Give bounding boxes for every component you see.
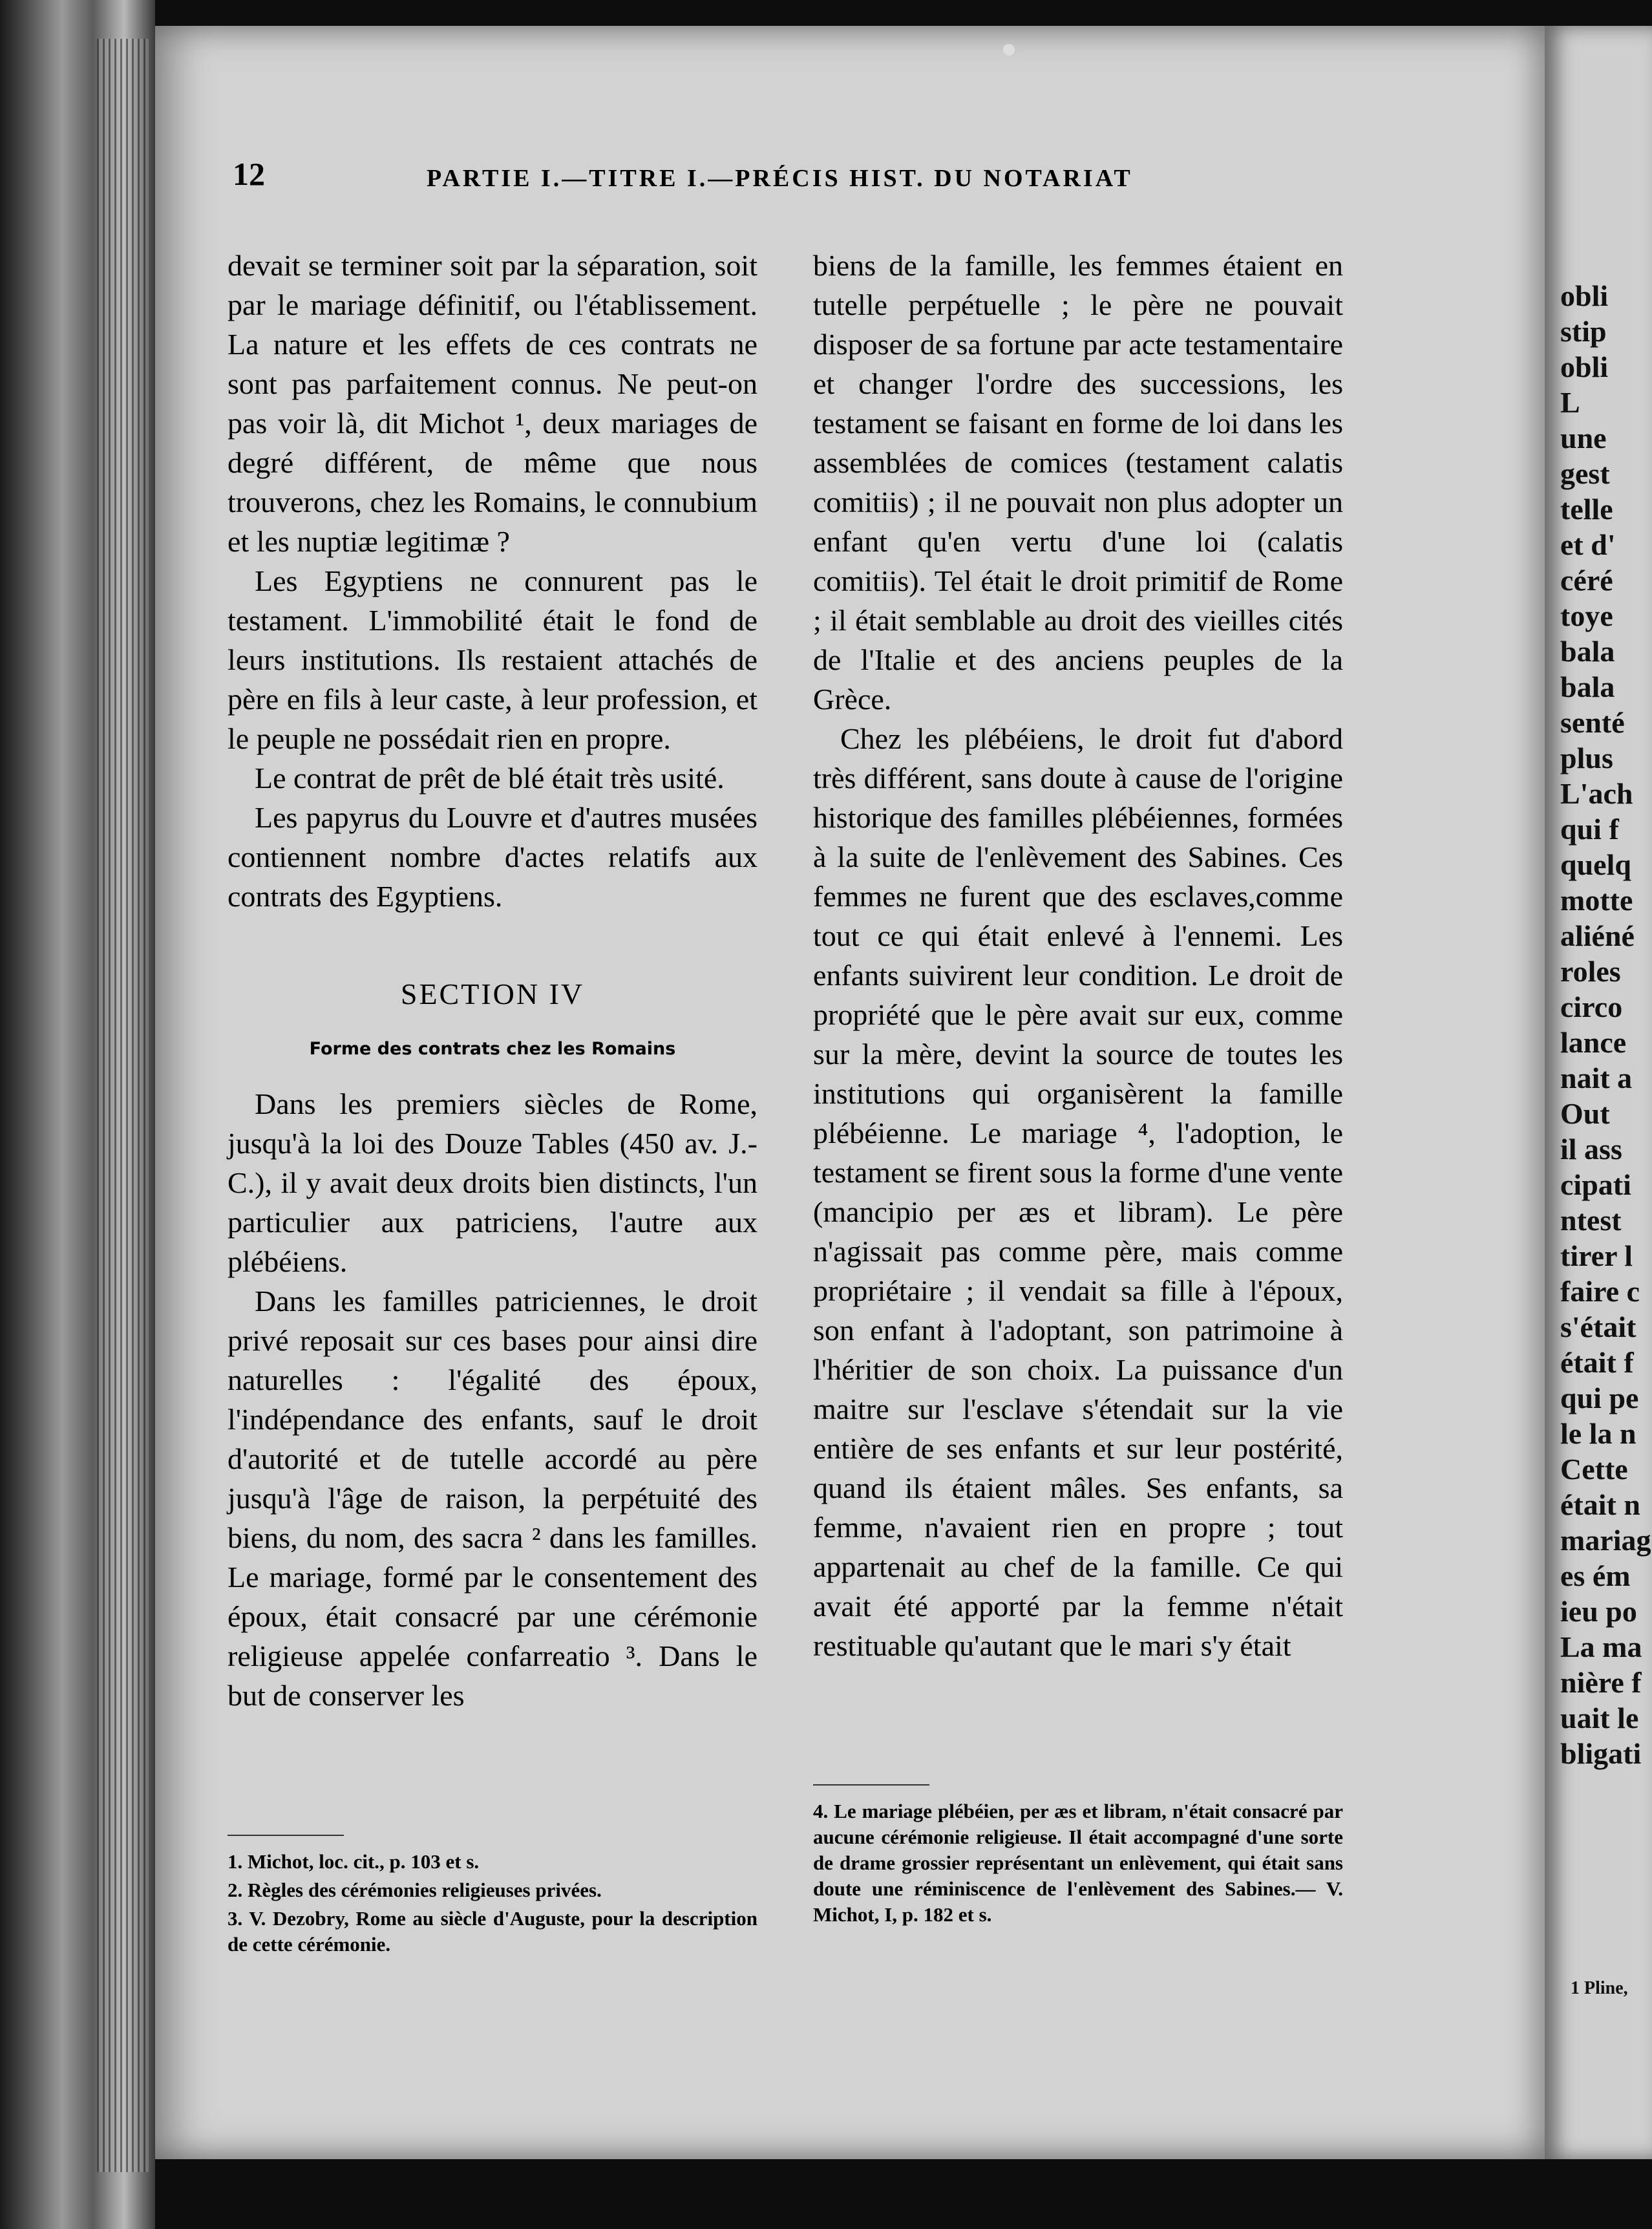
adjacent-page-line: faire c [1560,1275,1640,1308]
adjacent-page-line: était n [1560,1488,1640,1521]
paragraph: Le contrat de prêt de blé était très usité. [255,762,725,795]
paragraph: devait se terminer soit par la séparation, soit par le mariage définitif, ou l'établissement. La nature et les effets de ces contrats ne sont pas parfaitement connus. Ne peut-on pas voir là, dit Michot ¹, deux mariages de degré différent, de même que nous trouverons, chez les Romains, le connubium et les nuptiæ legitimæ ? [228,249,757,558]
adjacent-page-line: et d' [1560,528,1616,561]
left-footnotes [228,1835,757,1960]
adjacent-page-line: La ma [1560,1630,1642,1663]
adjacent-page-line: bala [1560,670,1615,703]
paragraph: biens de la famille, les femmes étaient en tutelle perpétuelle ; le père ne pouvait disposer de sa fortune par acte testamentaire et changer l'ordre des successions, les testament se faisant en forme de loi dans les assemblées de comices (testament calatis comitiis) ; il ne pouvait non plus adopter un enfant qu'en vertu d'une loi (calatis comitiis). Tel était le droit primitif de Rome ; il était semblable au droit des vieilles cités de l'Italie et des anciens peuples de la Grèce. [813,249,1343,716]
section-title: SECTION IV [400,977,585,1010]
adjacent-page-line: stip [1560,315,1607,348]
adjacent-page-line: ntest [1560,1204,1622,1237]
adjacent-page-line: il ass [1560,1133,1622,1166]
right-column [813,246,1343,1665]
footnote-rule [813,1784,929,1786]
adjacent-page-line: qui pe [1560,1381,1639,1414]
adjacent-page-line: uait le [1560,1701,1639,1734]
adjacent-page-line: telle [1560,493,1613,526]
paragraph: Chez les plébéiens, le droit fut d'abord très différent, sans doute à cause de l'origine historique des familles plébéiennes, formées à la suite de l'enlèvement des Sabines. Ces femmes ne furent que des esclaves,comme tout ce qui était enlevé à l'ennemi. Les enfants suivirent leur condition. Le droit de propriété que le père avait sur eux, comme sur la mère, devint la source de toutes les institutions qui organisèrent la famille plébéienne. Le mariage ⁴, l'adoption, le testament se firent sous la forme d'une vente (mancipio per æs et libram). Le père n'agissait pas comme père, mais comme propriétaire ; il vendait sa fille à l'époux, son enfant à l'adoptant, son patrimoine à l'héritier de son choix. La puissance d'un maitre sur l'esclave s'étendait sur la vie entière de ses enfants et sur leur postérité, quand ils étaient mâles. Ses enfants, sa femme, n'avaient rien en propre ; tout appartenait au chef de la famille. Ce qui avait été apporté par la femme n'était restituable qu'autant que le mari s'y était [813,722,1343,1662]
adjacent-page-line: es ém [1560,1559,1631,1592]
running-head: PARTIE I.—TITRE I.—PRÉCIS HIST. DU NOTARIAT [427,165,1133,192]
paragraph: Dans les familles patriciennes, le droit privé reposait sur ces bases pour ainsi dire naturelles : l'égalité des époux, l'indépendance des enfants, sauf le droit d'autorité et de tutelle accordé au père jusqu'à l'âge de raison, la perpétuité des biens, du nom, des sacra ² dans les familles. Le mariage, formé par le consentement des époux, était consacré par une cérémonie religieuse appelée confarreatio ³. Dans le but de conserver les [228,1285,757,1712]
adjacent-page-footnote: 1 Pline, [1571,1978,1628,1998]
adjacent-page-line: obli [1560,350,1609,383]
adjacent-page-line: plus [1560,741,1613,774]
adjacent-page-line: senté [1560,706,1625,739]
adjacent-page-line: Out [1560,1097,1610,1130]
footnote: 3. V. Dezobry, Rome au siècle d'Auguste, pour la description de cette cérémonie. [228,1907,757,1956]
section-subtitle: Forme des contrats chez les Romains [309,1039,676,1059]
adjacent-page-line: une [1560,421,1607,454]
page-number: 12 [233,156,265,192]
adjacent-page-line: L'ach [1560,777,1633,810]
left-column [228,246,757,1715]
adjacent-page-line: s'était [1560,1310,1636,1343]
adjacent-page-line: gest [1560,457,1610,490]
adjacent-page-line: Cette [1560,1453,1628,1486]
paragraph: Les papyrus du Louvre et d'autres musées contiennent nombre d'actes relatifs aux contrats des Egyptiens. [228,801,757,913]
adjacent-page-line: bala [1560,635,1615,668]
adjacent-page-line: nait a [1560,1061,1633,1094]
book-page-edges [0,0,155,2229]
adjacent-page-line: le la n [1560,1417,1636,1450]
adjacent-page-line: nière f [1560,1666,1642,1699]
adjacent-page-line: mariag [1560,1524,1651,1557]
adjacent-page-line: aliéné [1560,919,1635,952]
adjacent-page-line: toye [1560,599,1613,632]
adjacent-page [1545,26,1652,2159]
adjacent-page-line: obli [1560,279,1609,312]
adjacent-page-line: qui f [1560,813,1619,846]
adjacent-page-line: lance [1560,1026,1627,1059]
adjacent-page-line: L [1560,386,1580,419]
adjacent-page-text [1560,278,1651,1771]
adjacent-page-line: ieu po [1560,1595,1637,1628]
binding-mark [1003,44,1015,56]
paragraph: Dans les premiers siècles de Rome, jusqu'à la loi des Douze Tables (450 av. J.-C.), il y avait deux droits bien distincts, l'un particulier aux patriciens, l'autre aux plébéiens. [228,1087,757,1278]
page-header [233,155,1344,213]
adjacent-page-line: quelq [1560,848,1631,881]
adjacent-page-line: céré [1560,564,1613,597]
footnote: 2. Règles des cérémonies religieuses privées. [228,1879,602,1901]
stacked-page-lines [97,39,149,2172]
footnote-rule [228,1835,344,1836]
footnote: 1. Michot, loc. cit., p. 103 et s. [228,1850,480,1873]
right-footnotes [813,1784,1343,1930]
adjacent-page-line: bligati [1560,1737,1642,1770]
footnote: 4. Le mariage plébéien, per æs et libram, n'était consacré par aucune cérémonie religieuse. Il était accompagné d'une sorte de drame grossier représentant un enlèvement, qui était sans doute une réminiscence de l'enlèvement des Sabines.— V. Michot, I, p. 182 et s. [813,1800,1343,1926]
adjacent-page-line: motte [1560,884,1633,917]
adjacent-page-line: tirer l [1560,1239,1633,1272]
adjacent-page-line: était f [1560,1346,1634,1379]
adjacent-page-line: circo [1560,990,1623,1023]
adjacent-page-line: cipati [1560,1168,1631,1201]
paragraph: Les Egyptiens ne connurent pas le testament. L'immobilité était le fond de leurs institutions. Ils restaient attachés de père en fils à leur caste, à leur profession, et le peuple ne possédait rien en propre. [228,564,757,755]
adjacent-page-line: roles [1560,955,1621,988]
